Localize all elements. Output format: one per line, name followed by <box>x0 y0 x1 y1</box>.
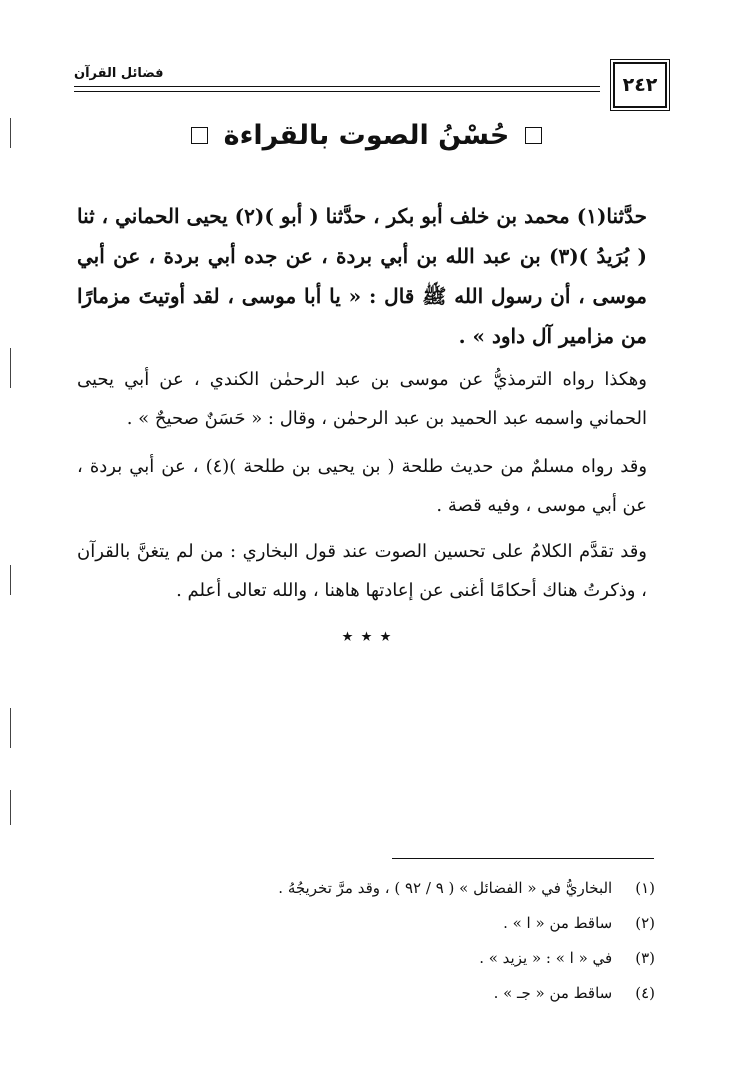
footnote-text: في « ا » : « يزيد » . <box>479 949 613 967</box>
header-rule <box>74 91 600 92</box>
footnote-rule <box>392 858 654 859</box>
footnote <box>135 908 655 943</box>
page-number: ٢٤٢ <box>613 62 667 108</box>
footnote <box>135 873 655 908</box>
footnote-text: البخاريُّ في « الفضائل » ( ٩ / ٩٢ ) ، وقد مرَّ تخريجُهُ . <box>278 879 613 897</box>
scan-mark <box>10 790 11 825</box>
scan-mark <box>10 708 11 748</box>
footnotes <box>135 873 655 1013</box>
title-box-icon <box>191 127 208 144</box>
footnote-number: (٣) <box>635 949 655 967</box>
footnote <box>135 978 655 1013</box>
running-head: فضائل القرآن <box>74 66 164 81</box>
footnote <box>135 943 655 978</box>
section-title-text: حُسْنُ الصوت بالقراءة <box>223 120 510 151</box>
section-separator: ٭ ٭ ٭ <box>341 624 392 649</box>
footnote-number: (٤) <box>635 984 655 1002</box>
commentary-paragraph: وهكذا رواه الترمذيُّ عن موسى بن عبد الرحمٰن الكندي ، عن أبي يحيى الحماني واسمه عبد الحميد بن عبد الرحمٰن ، وقال : « حَسَنٌ صحيحٌ » . <box>77 369 647 429</box>
scan-mark <box>10 348 11 388</box>
hadith-paragraph: حدَّثنا(١) محمد بن خلف أبو بكر ، حدَّثنا ( أبو )(٢) يحيى الحماني ، ثنا ( بُرَيدُ )(٣) بن عبد الله بن أبي بردة ، عن جده أبي بردة ، عن أبي موسى ، أن رسول الله ﷺ قال : « يا أبا موسى ، لقد أوتيتَ مزمارًا من مزامير آل داود » . <box>77 204 647 348</box>
commentary-paragraph: وقد تقدَّم الكلامُ على تحسين الصوت عند قول البخاري : من لم يتغنَّ بالقرآن ، وذكرتُ هناك أحكامًا أغنى عن إعادتها هاهنا ، والله تعالى أعلم . <box>77 541 647 601</box>
footnote-text: ساقط من « ا » . <box>503 914 613 932</box>
footnote-number: (١) <box>635 879 655 897</box>
title-box-icon <box>525 127 542 144</box>
footnote-text: ساقط من « جـ » . <box>493 984 613 1002</box>
scan-mark <box>10 565 11 595</box>
header-rule <box>74 86 600 87</box>
commentary-paragraph: وقد رواه مسلمٌ من حديث طلحة ( بن يحيى بن طلحة )(٤) ، عن أبي بردة ، عن أبي موسى ، وفيه قصة . <box>77 456 648 516</box>
section-title <box>0 120 733 151</box>
footnote-number: (٢) <box>635 914 655 932</box>
